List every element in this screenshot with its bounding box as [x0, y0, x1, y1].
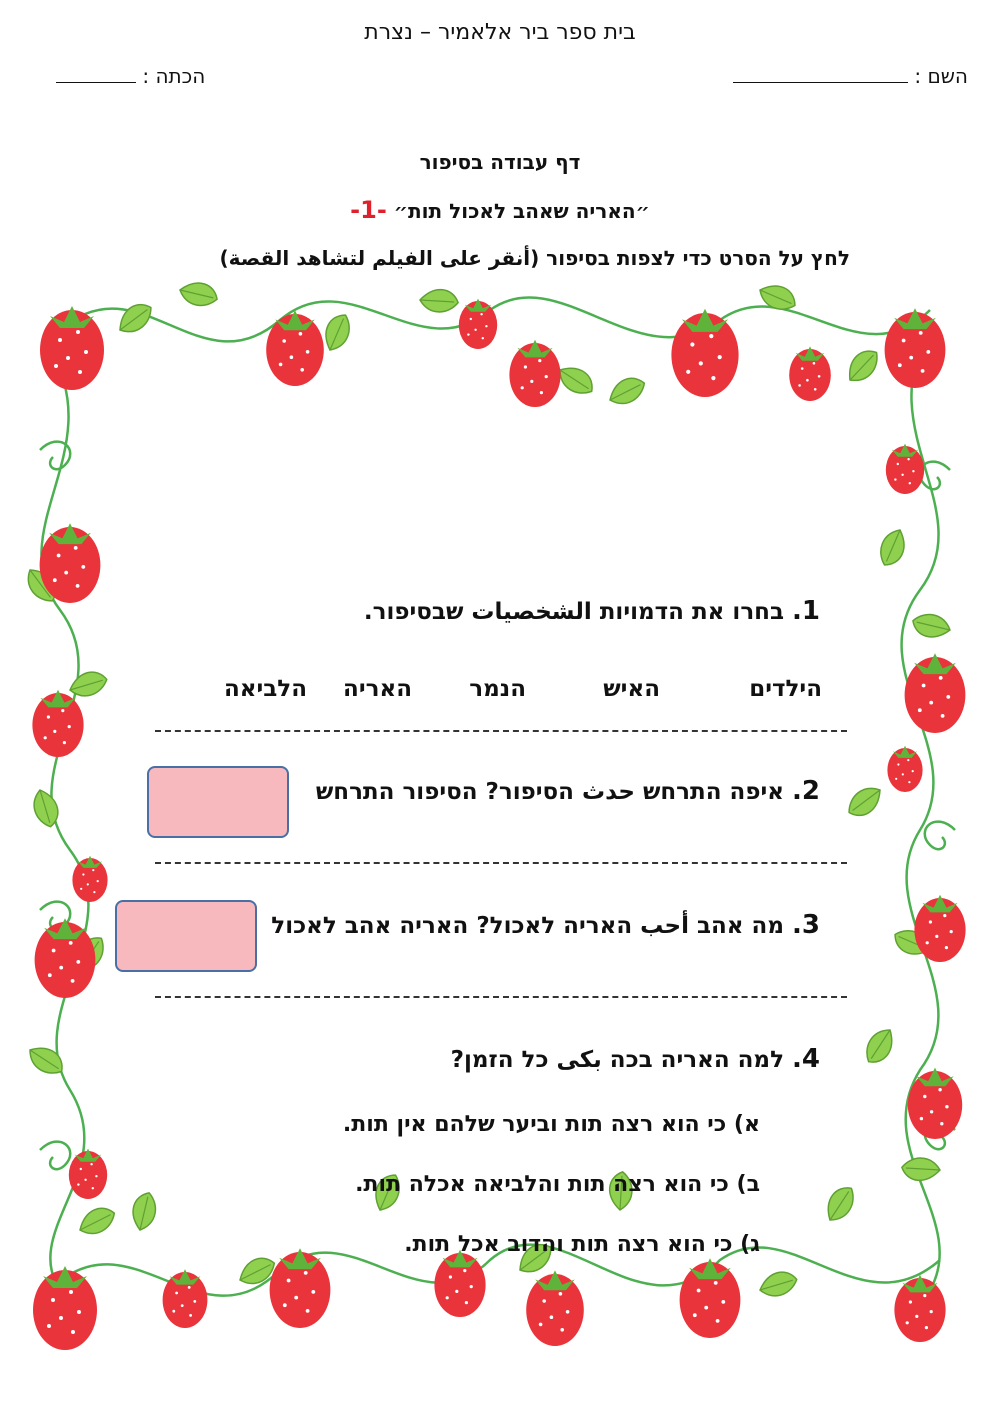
question-4-text: למה האריה בכה بكى כל הזמן? — [450, 1047, 784, 1073]
answer-option-b[interactable] — [355, 1172, 760, 1197]
question-2-number: 2. — [792, 776, 820, 806]
character-option-lion[interactable]: האריה — [343, 676, 412, 702]
class-blank[interactable] — [56, 64, 136, 83]
answer-option-c[interactable] — [404, 1232, 760, 1257]
question-2 — [316, 776, 820, 806]
answer-option-a-text: כי הוא רצה תות וביער שלהם אין תות. — [342, 1112, 727, 1137]
divider-3 — [155, 996, 847, 998]
watch-instruction[interactable]: לחץ על הסרט כדי לצפות בסיפור (أنقر على الفيلم لتشاهد القصة) — [219, 246, 850, 270]
answer-option-c-text: כי הוא רצה תות והדוב אכל תות. — [404, 1232, 733, 1257]
question-3-text: מה אהב أحب האריה לאכול? האריה אהב לאכול — [271, 913, 784, 939]
question-3-answer-box[interactable] — [115, 900, 257, 972]
school-name: בית ספר ביר אלאמיר – נצרת — [364, 20, 636, 45]
character-option-man[interactable]: האיש — [603, 676, 660, 702]
student-class-field[interactable] — [56, 64, 205, 88]
answer-option-c-letter: ג) — [740, 1232, 760, 1257]
story-number: -1- — [350, 196, 387, 224]
question-4 — [451, 1044, 820, 1074]
class-label: הכתה : — [142, 64, 206, 88]
character-option-lioness[interactable]: הלביאה — [223, 676, 307, 702]
answer-option-b-letter: ב) — [736, 1172, 760, 1197]
question-2-text: איפה התרחש حدث הסיפור? הסיפור התרחש — [315, 779, 784, 805]
divider-1 — [155, 730, 847, 732]
story-title-text: ״האריה שאהב לאכול תות״ — [393, 199, 650, 223]
student-name-field[interactable] — [733, 64, 968, 88]
question-3 — [271, 910, 820, 940]
answer-option-a[interactable] — [343, 1112, 760, 1137]
divider-2 — [155, 862, 847, 864]
name-label: השם : — [914, 64, 968, 88]
question-2-answer-box[interactable] — [147, 766, 289, 838]
worksheet-title: דף עבודה בסיפור — [419, 150, 581, 174]
question-4-number: 4. — [792, 1044, 820, 1074]
question-1 — [364, 596, 820, 626]
answer-option-a-letter: א) — [733, 1112, 760, 1137]
character-option-tiger[interactable]: הנמר — [469, 676, 526, 702]
name-blank[interactable] — [733, 64, 908, 83]
answer-option-b-text: כי הוא רצה תות והלביאה אכלה תות. — [355, 1172, 729, 1197]
story-title — [0, 196, 1000, 224]
question-1-number: 1. — [792, 596, 820, 626]
question-3-number: 3. — [792, 910, 820, 940]
character-option-children[interactable]: הילדים — [749, 676, 822, 702]
question-1-text: בחרו את הדמויות الشخصيات שבסיפור. — [363, 599, 784, 625]
